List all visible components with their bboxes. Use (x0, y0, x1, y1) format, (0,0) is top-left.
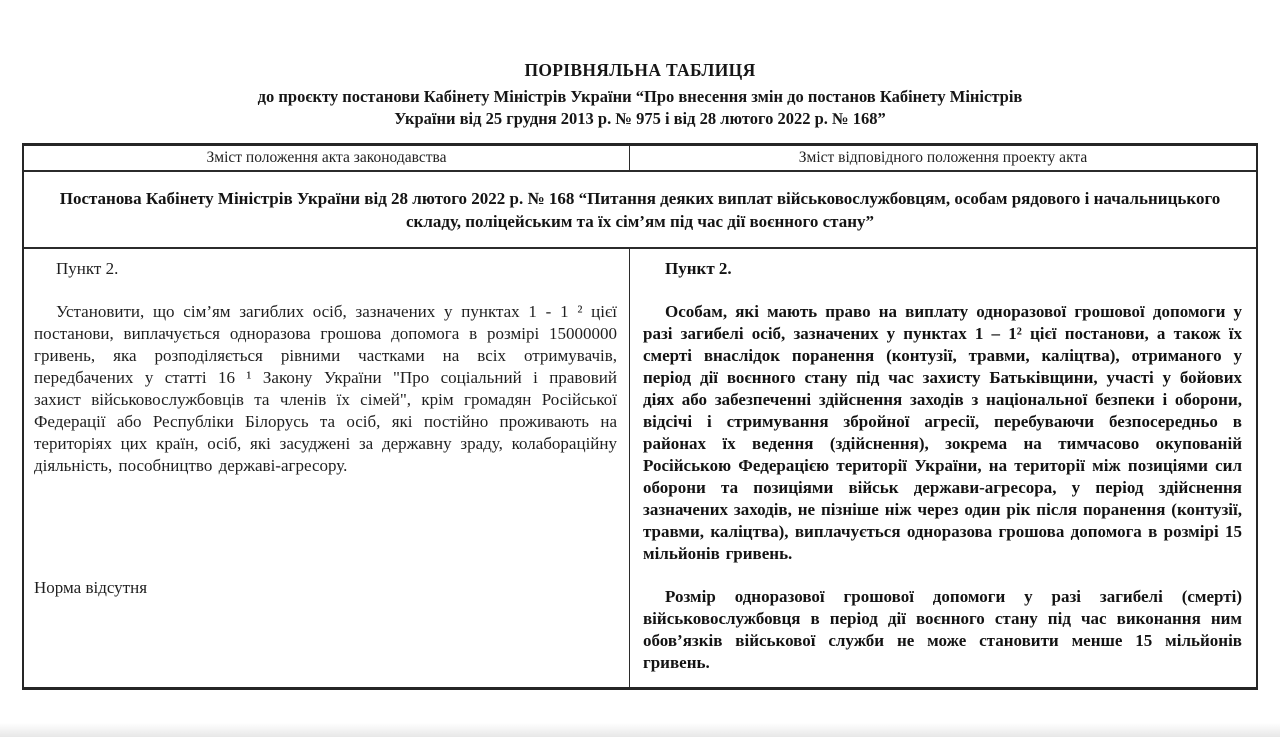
header-cell-current-provision: Зміст положення акта законодавства (24, 146, 630, 170)
cell-draft-provision (630, 249, 1256, 687)
current-provision-paragraph: Установити, що сім’ям загиблих осіб, зазначених у пунктах 1 - 1 ² цієї постанови, виплачується одноразова грошова допомога в розмірі 15000000 гривень, яка розподіляється рівними частками на всіх отримувачів, передбачених у статті 16 ¹ Закону України "Про соціальний і правовий захист військовослужбовців та членів їх сімей", крім громадян Російської Федерації або Республіки Білорусь та осіб, які постійно проживають на територіях цих країн, осіб, які засуджені за державну зраду, колабораційну діяльність, пособництво державі-агресору. (34, 302, 617, 475)
table-body-row (24, 249, 1256, 687)
draft-provision-paragraph-1: Особам, які мають право на виплату одноразової грошової допомоги у разі загибелі осіб, зазначених у пунктах 1 – 1² цієї постанови, а також їх смерті внаслідок поранення (контузії, травми, каліцтва), отриманого у період дії воєнного стану під час захисту Батьківщини, участі у бойових діях або забезпеченні здійснення заходів з національної безпеки і оборони, відсічі і стримування збройної агресії, перебуваючи безпосередньо в районах їх ведення (здійснення), зокрема на тимчасово окупованій Російською Федерацією території України, на території між позиціями сил оборони та позиціями військ держави-агресора, у період здійснення зазначених заходів, не пізніше ніж через один рік після поранення (контузії, травми, каліцтва), виплачується одноразова грошова допомога в розмірі 15 мільйонів гривень. (643, 302, 1242, 563)
section-heading-row: Постанова Кабінету Міністрів України від 28 лютого 2022 р. № 168 “Питання деяких виплат військовослужбовцям, особам рядового і начальницького складу, поліцейським та їх сім’ям під час дії воєнного стану” (24, 172, 1256, 249)
draft-provision-paragraph-2: Розмір одноразової грошової допомоги у разі загибелі (смерті) військовослужбовця в період дії воєнного стану під час виконання ним обов’язків військової служби не може становити менше 15 мільйонів гривень. (643, 587, 1242, 672)
header-cell-draft-provision: Зміст відповідного положення проекту акта (798, 149, 1088, 166)
document-subtitle-line-1: до проєкту постанови Кабінету Міністрів України “Про внесення змін до постанов Кабінету Міністрів (257, 87, 1023, 106)
draft-point-label: Пункт 2. (665, 259, 732, 278)
comparison-table (22, 143, 1258, 690)
document-subtitle-line-2: України від 25 грудня 2013 р. № 975 і від 28 лютого 2022 р. № 168” (394, 109, 886, 128)
table-header-row (24, 146, 1256, 172)
scan-edge-shadow (0, 723, 1280, 737)
absent-norm-note: Норма відсутня (34, 578, 148, 597)
document-title: ПОРІВНЯЛЬНА ТАБЛИЦЯ (524, 60, 756, 80)
current-point-label: Пункт 2. (56, 259, 119, 278)
cell-current-provision (24, 249, 630, 687)
document-title-block (0, 60, 1280, 130)
